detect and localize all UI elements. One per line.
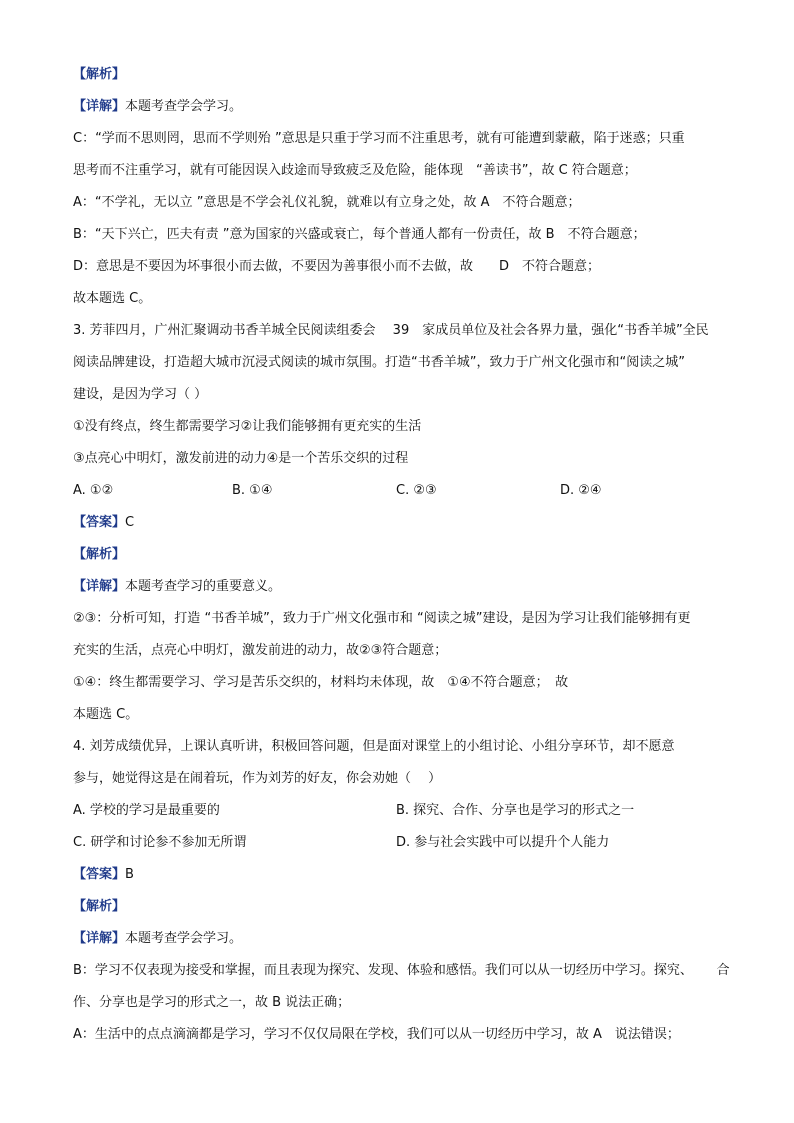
question-3-stem: 3. 芳菲四月，广州汇聚调动书香羊城全民阅读组委会 39 家成员单位及社会各界力量，强化“书香羊城”全民 (73, 323, 709, 338)
question-4-stem: 参与，她觉得这是在闹着玩，作为刘芳的好友，你会劝她（ ） (73, 771, 442, 786)
detail-line: 【详解】本题考查学会学习。 (73, 99, 243, 114)
question-3-stem: 建设，是因为学习（ ） (73, 387, 208, 402)
analysis-heading: 【解析】 (73, 899, 126, 914)
question-3-statement: ③点亮心中明灯，激发前进的动力④是一个苦乐交织的过程 (73, 451, 409, 466)
q4-option-b: B. 探究、合作、分享也是学习的形式之一 (396, 803, 635, 818)
text-line: 作、分享也是学习的形式之一，故 B 说法正确； (73, 995, 351, 1010)
text-line: 本题选 C。 (73, 707, 139, 722)
q4-option-a: A. 学校的学习是最重要的 (73, 803, 220, 818)
question-3-stem: 阅读品牌建设，打造超大城市沉浸式阅读的城市氛围。打造“书香羊城”，致力于广州文化强市和“阅读之城” (73, 355, 685, 370)
answer-line: 【答案】B (73, 867, 134, 882)
text-line: A：生活中的点点滴滴都是学习，学习不仅仅局限在学校，我们可以从一切经历中学习，故 A 说法错误； (73, 1027, 680, 1042)
text-line: B：“天下兴亡，匹夫有责 ”意为国家的兴盛或衰亡，每个普通人都有一份责任，故 B 不符合题意； (73, 227, 646, 242)
text-line: D：意思是不要因为坏事很小而去做，不要因为善事很小而不去做，故 D 不符合题意； (73, 259, 601, 274)
answer-line: 【答案】C (73, 515, 135, 530)
text-line: ②③：分析可知，打造 “书香羊城”，致力于广州文化强市和 “阅读之城”建设，是因为学习让我们能够拥有更 (73, 611, 691, 626)
text-line: 故本题选 C。 (73, 291, 152, 306)
text-line: ①④：终生都需要学习、学习是苦乐交织的，材料均未体现，故 ①④不符合题意； 故 (73, 675, 569, 690)
q4-option-c: C. 研学和讨论参不参加无所谓 (73, 835, 247, 850)
analysis-heading: 【解析】 (73, 547, 126, 562)
q3-option-d: D. ②④ (560, 483, 602, 498)
text-line: 思考而不注重学习，就有可能因误入歧途而导致疲乏及危险，能体现 “善读书”，故 C 符合题意； (73, 163, 637, 178)
text-line: 充实的生活，点亮心中明灯，激发前进的动力，故②③符合题意； (73, 643, 448, 658)
q4-option-d: D. 参与社会实践中可以提升个人能力 (396, 835, 610, 850)
question-4-stem: 4. 刘芳成绩优异，上课认真听讲，积极回答问题，但是面对课堂上的小组讨论、小组分享环节，却不愿意 (73, 739, 675, 754)
text-line: B：学习不仅表现为接受和掌握，而且表现为探究、发现、体验和感悟。我们可以从一切经历中学习。探究、 合 (73, 963, 730, 978)
analysis-heading: 【解析】 (73, 67, 126, 82)
q3-option-a: A. ①② (73, 483, 114, 498)
detail-line: 【详解】本题考查学会学习。 (73, 931, 243, 946)
q3-option-c: C. ②③ (396, 483, 437, 498)
q3-option-b: B. ①④ (232, 483, 273, 498)
question-3-statement: ①没有终点，终生都需要学习②让我们能够拥有更充实的生活 (73, 419, 422, 434)
detail-line: 【详解】本题考查学习的重要意义。 (73, 579, 282, 594)
text-line: C：“学而不思则罔，思而不学则殆 ”意思是只重于学习而不注重思考，就有可能遭到蒙蔽，陷于迷惑；只重 (73, 131, 685, 146)
text-line: A：“不学礼，无以立 ”意思是不学会礼仪礼貌，就难以有立身之处，故 A 不符合题意； (73, 195, 581, 210)
